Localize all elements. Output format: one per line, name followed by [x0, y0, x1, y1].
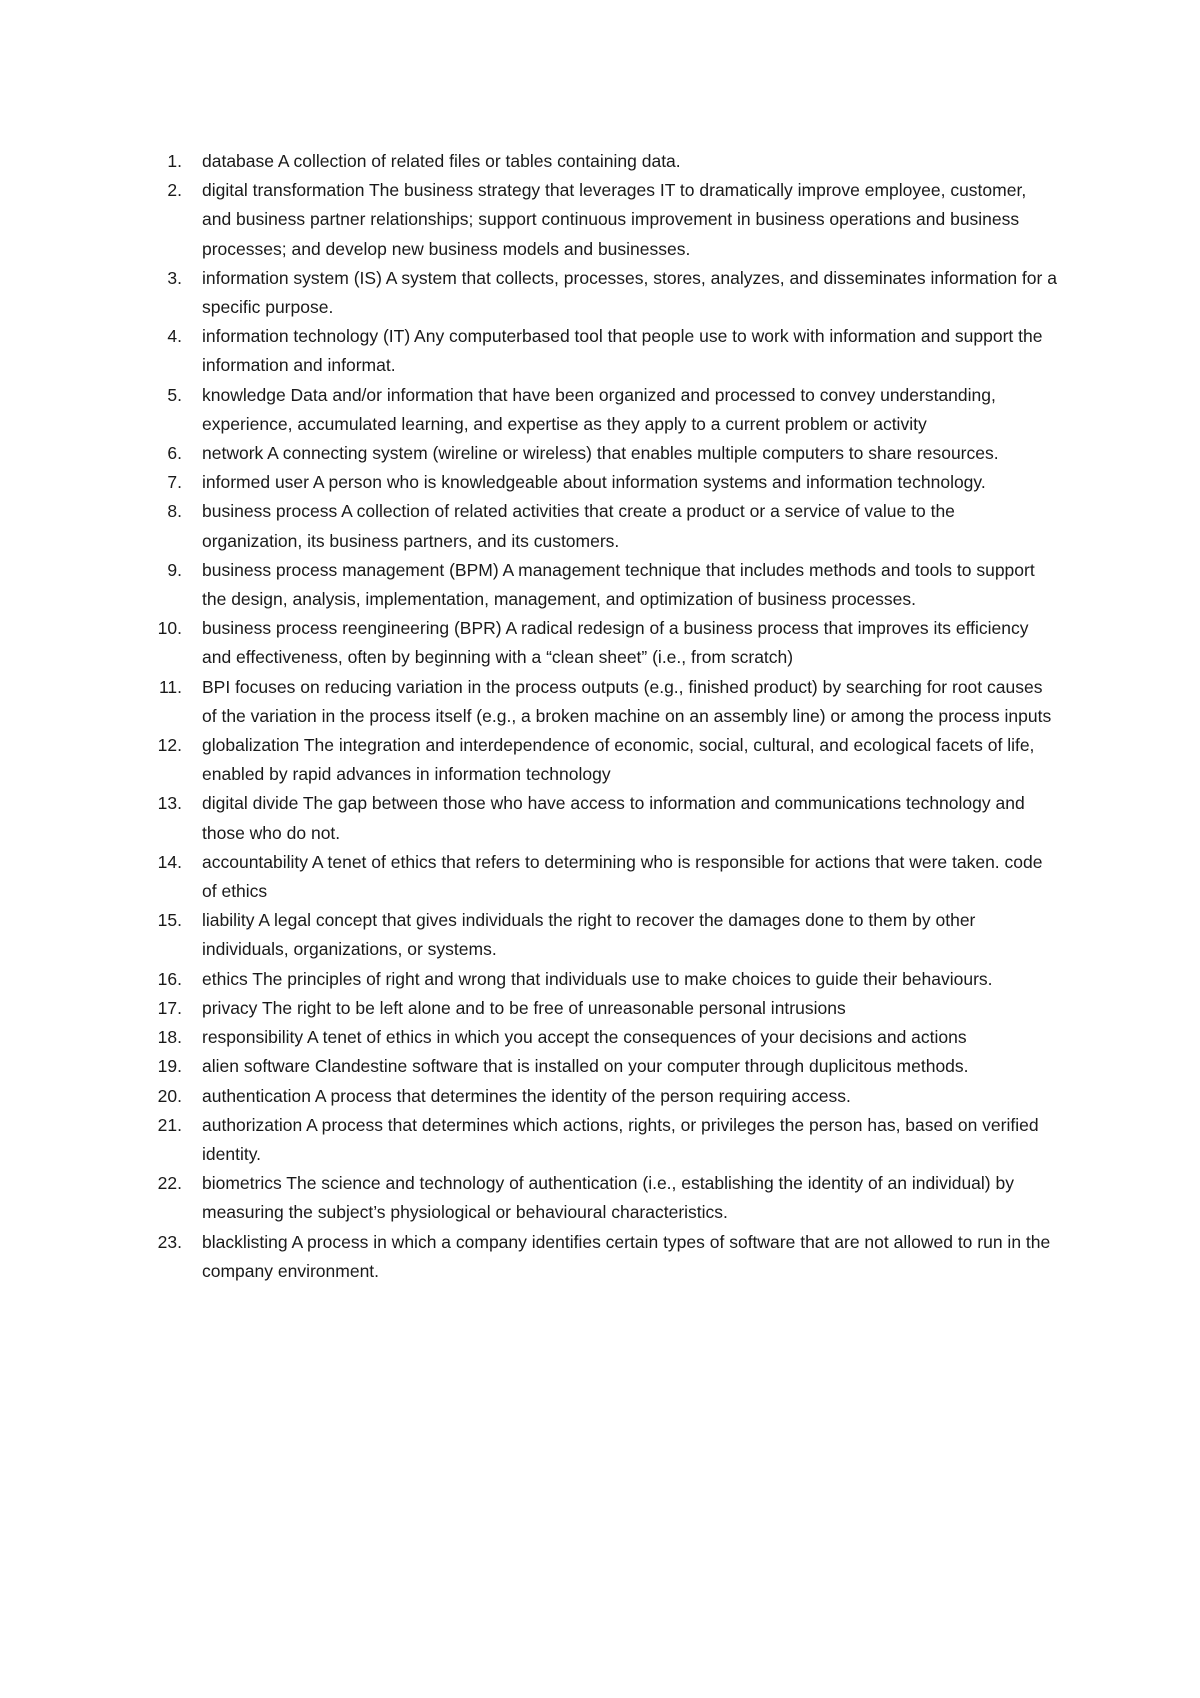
item-text: network A connecting system (wireline or wireless) that enables multiple computers to share resources.	[202, 443, 999, 464]
list-item	[138, 848, 1058, 906]
item-text: knowledge Data and/or information that have been organized and processed to convey understanding, experience, accumulated learning, and expertise as they apply to a current problem or activity	[202, 384, 996, 434]
list-item	[138, 789, 1058, 847]
list-item	[138, 176, 1058, 264]
list-item	[138, 1111, 1058, 1169]
list-item	[138, 1052, 1058, 1081]
list-item	[138, 322, 1058, 380]
item-number: 7.	[167, 472, 182, 493]
item-text: digital divide The gap between those who have access to information and communications technology and those who do not.	[202, 793, 1025, 843]
item-number: 9.	[167, 559, 182, 580]
item-number: 8.	[167, 501, 182, 522]
item-number: 12.	[157, 735, 182, 756]
list-item	[138, 673, 1058, 731]
list-item	[138, 965, 1058, 994]
item-text: ethics The principles of right and wrong that individuals use to make choices to guide their behaviours.	[202, 968, 993, 989]
item-text: informed user A person who is knowledgeable about information systems and information technology.	[202, 472, 986, 493]
item-text: responsibility A tenet of ethics in which you accept the consequences of your decisions and actions	[202, 1027, 967, 1048]
item-text: BPI focuses on reducing variation in the process outputs (e.g., finished product) by searching for root causes of the variation in the process itself (e.g., a broken machine on an assembly line) or among the process inputs	[202, 676, 1052, 726]
item-text: privacy The right to be left alone and to be free of unreasonable personal intrusions	[202, 997, 846, 1018]
list-item	[138, 1169, 1058, 1227]
item-text: digital transformation The business strategy that leverages IT to dramatically improve employee, customer, and business partner relationships; support continuous improvement in business operations and business processes; and develop new business models and businesses.	[202, 180, 1027, 259]
item-text: biometrics The science and technology of authentication (i.e., establishing the identity of an individual) by measuring the subject’s physiological or behavioural characteristics.	[202, 1173, 1014, 1223]
item-text: globalization The integration and interdependence of economic, social, cultural, and ecological facets of life, enabled by rapid advances in information technology	[202, 735, 1035, 785]
list-item	[138, 1023, 1058, 1052]
item-text: alien software Clandestine software that is installed on your computer through duplicitous methods.	[202, 1056, 969, 1077]
item-text: business process management (BPM) A management technique that includes methods and tools to support the design, analysis, implementation, management, and optimization of business processes.	[202, 559, 1035, 610]
item-text: blacklisting A process in which a company identifies certain types of software that are not allowed to run in the company environment.	[202, 1231, 1051, 1281]
item-number: 4.	[167, 326, 182, 347]
list-item	[138, 497, 1058, 555]
list-item	[138, 439, 1058, 468]
item-number: 18.	[157, 1027, 182, 1048]
item-number: 20.	[157, 1085, 182, 1106]
list-item	[138, 1228, 1058, 1286]
item-number: 15.	[157, 910, 182, 931]
item-text: authentication A process that determines the identity of the person requiring access.	[202, 1085, 851, 1106]
item-text: accountability A tenet of ethics that refers to determining who is responsible for actions that were taken. code of ethics	[202, 851, 1043, 902]
list-item	[138, 556, 1058, 614]
item-number: 11.	[158, 676, 182, 697]
list-item	[138, 731, 1058, 789]
item-number: 2.	[167, 180, 182, 201]
item-number: 6.	[167, 443, 182, 464]
item-number: 13.	[157, 793, 182, 814]
list-item	[138, 994, 1058, 1023]
item-number: 10.	[157, 618, 182, 639]
list-item	[138, 381, 1058, 439]
list-item	[138, 147, 1058, 176]
item-text: liability A legal concept that gives individuals the right to recover the damages done to them by other individuals, organizations, or systems.	[202, 910, 976, 960]
item-text: authorization A process that determines which actions, rights, or privileges the person has, based on verified identity.	[202, 1114, 1039, 1164]
item-text: information technology (IT) Any computerbased tool that people use to work with information and support the information and informat.	[202, 326, 1043, 376]
item-number: 3.	[167, 267, 182, 288]
item-number: 22.	[157, 1173, 182, 1194]
item-number: 21.	[157, 1114, 182, 1135]
item-number: 5.	[167, 384, 182, 405]
list-item	[138, 614, 1058, 672]
item-text: business process reengineering (BPR) A radical redesign of a business process that improves its efficiency and effectiveness, often by beginning with a “clean sheet” (i.e., from scratch)	[202, 618, 1029, 668]
list-item	[138, 264, 1058, 322]
item-number: 23.	[157, 1231, 182, 1252]
list-item	[138, 468, 1058, 497]
item-number: 14.	[157, 851, 182, 872]
glossary-list	[138, 147, 1058, 1286]
item-text: database A collection of related files or tables containing data.	[202, 151, 681, 171]
item-number: 16.	[157, 968, 182, 989]
item-text: business process A collection of related activities that create a product or a service of value to the organization, its business partners, and its customers.	[202, 501, 955, 551]
item-number: 19.	[157, 1056, 182, 1077]
item-number: 17.	[157, 997, 182, 1018]
item-text: information system (IS) A system that collects, processes, stores, analyzes, and disseminates information for a specific purpose.	[202, 267, 1057, 318]
item-number: 1.	[167, 151, 182, 171]
list-item	[138, 1082, 1058, 1111]
list-item	[138, 906, 1058, 964]
